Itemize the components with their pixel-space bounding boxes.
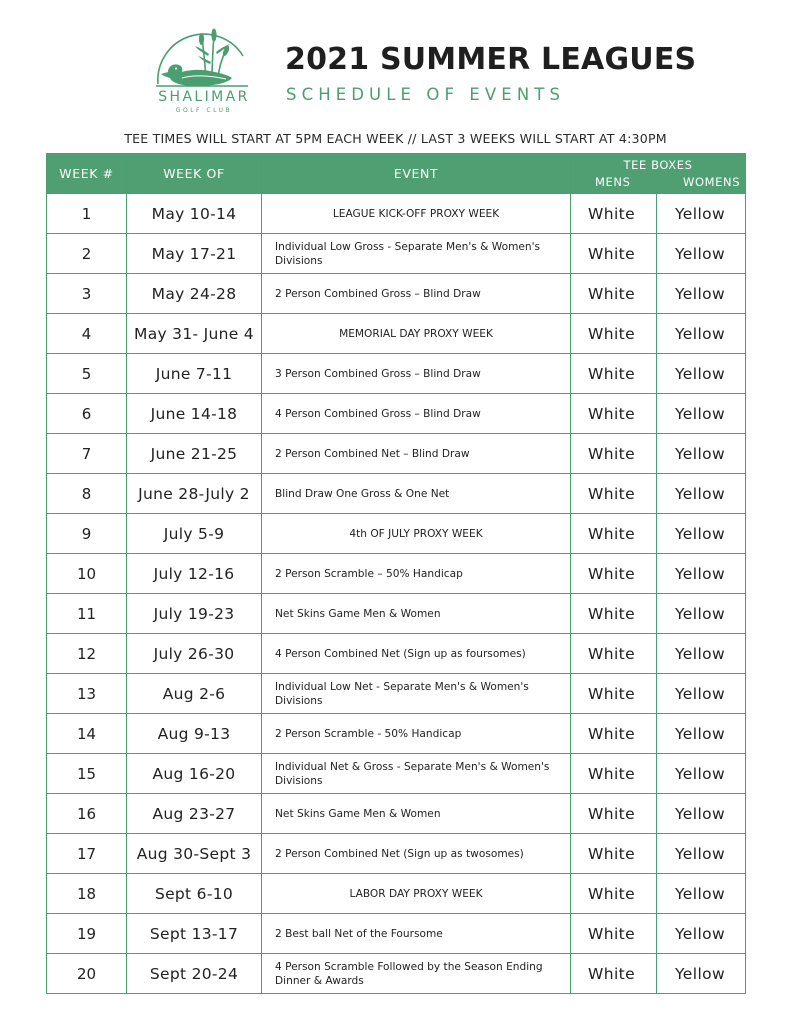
table-row bbox=[47, 514, 746, 554]
week-of-cell: July 12-16 bbox=[127, 554, 262, 594]
week-number-cell: 5 bbox=[47, 354, 127, 394]
week-of-cell: Aug 9-13 bbox=[127, 714, 262, 754]
event-cell: Individual Net & Gross - Separate Men's & Women's Divisions bbox=[262, 754, 571, 794]
week-of-cell: May 10-14 bbox=[127, 194, 262, 234]
mens-tee-cell: White bbox=[571, 194, 657, 234]
logo-name: SHALIMAR bbox=[158, 89, 250, 105]
event-cell: Net Skins Game Men & Women bbox=[262, 594, 571, 634]
table-row bbox=[47, 314, 746, 354]
mens-label: MENS bbox=[595, 175, 631, 189]
week-number-cell: 10 bbox=[47, 554, 127, 594]
week-of-cell: Sept 13-17 bbox=[127, 914, 262, 954]
table-row bbox=[47, 754, 746, 794]
week-of-cell: June 14-18 bbox=[127, 394, 262, 434]
mens-tee-cell: White bbox=[571, 714, 657, 754]
mens-tee-cell: White bbox=[571, 514, 657, 554]
week-number-cell: 3 bbox=[47, 274, 127, 314]
event-cell: Blind Draw One Gross & One Net bbox=[262, 474, 571, 514]
week-of-cell: June 7-11 bbox=[127, 354, 262, 394]
event-cell: Individual Low Gross - Separate Men's & Women's Divisions bbox=[262, 234, 571, 274]
tee-boxes-label: TEE BOXES bbox=[623, 158, 693, 172]
table-row bbox=[47, 474, 746, 514]
week-of-cell: Aug 23-27 bbox=[127, 794, 262, 834]
week-of-cell: Aug 30-Sept 3 bbox=[127, 834, 262, 874]
week-of-cell: July 5-9 bbox=[127, 514, 262, 554]
event-cell: 2 Person Combined Net (Sign up as twosomes) bbox=[262, 834, 571, 874]
page-title: 2021 SUMMER LEAGUES bbox=[285, 42, 697, 77]
event-cell: 4th OF JULY PROXY WEEK bbox=[262, 514, 571, 554]
mens-tee-cell: White bbox=[571, 474, 657, 514]
logo-subname: GOLF CLUB bbox=[175, 107, 233, 114]
schedule-table bbox=[46, 153, 746, 994]
week-number-cell: 14 bbox=[47, 714, 127, 754]
table-row bbox=[47, 394, 746, 434]
week-number-cell: 2 bbox=[47, 234, 127, 274]
table-row bbox=[47, 794, 746, 834]
mens-tee-cell: White bbox=[571, 674, 657, 714]
event-cell: LEAGUE KICK-OFF PROXY WEEK bbox=[262, 194, 571, 234]
table-row bbox=[47, 634, 746, 674]
week-number-cell: 20 bbox=[47, 954, 127, 994]
event-cell: 4 Person Scramble Followed by the Season Ending Dinner & Awards bbox=[262, 954, 571, 994]
mens-tee-cell: White bbox=[571, 634, 657, 674]
womens-tee-cell: Yellow bbox=[657, 754, 746, 794]
mens-tee-cell: White bbox=[571, 794, 657, 834]
week-number-cell: 18 bbox=[47, 874, 127, 914]
week-of-cell: July 19-23 bbox=[127, 594, 262, 634]
event-cell: 2 Person Combined Net – Blind Draw bbox=[262, 434, 571, 474]
mens-tee-cell: White bbox=[571, 274, 657, 314]
mens-tee-cell: White bbox=[571, 754, 657, 794]
womens-tee-cell: Yellow bbox=[657, 594, 746, 634]
womens-tee-cell: Yellow bbox=[657, 234, 746, 274]
table-row bbox=[47, 434, 746, 474]
womens-tee-cell: Yellow bbox=[657, 794, 746, 834]
week-number-cell: 4 bbox=[47, 314, 127, 354]
table-row bbox=[47, 714, 746, 754]
table-row bbox=[47, 874, 746, 914]
week-number-cell: 11 bbox=[47, 594, 127, 634]
womens-tee-cell: Yellow bbox=[657, 554, 746, 594]
mens-tee-cell: White bbox=[571, 234, 657, 274]
event-cell: Net Skins Game Men & Women bbox=[262, 794, 571, 834]
col-header-tee-boxes bbox=[571, 154, 746, 194]
table-row bbox=[47, 594, 746, 634]
mens-tee-cell: White bbox=[571, 314, 657, 354]
event-cell: 2 Person Scramble - 50% Handicap bbox=[262, 714, 571, 754]
col-header-event: EVENT bbox=[262, 154, 571, 194]
womens-tee-cell: Yellow bbox=[657, 874, 746, 914]
womens-tee-cell: Yellow bbox=[657, 394, 746, 434]
week-number-cell: 1 bbox=[47, 194, 127, 234]
mens-tee-cell: White bbox=[571, 434, 657, 474]
mens-tee-cell: White bbox=[571, 354, 657, 394]
womens-tee-cell: Yellow bbox=[657, 314, 746, 354]
womens-tee-cell: Yellow bbox=[657, 914, 746, 954]
col-header-week-of: WEEK OF bbox=[127, 154, 262, 194]
week-number-cell: 8 bbox=[47, 474, 127, 514]
table-row bbox=[47, 234, 746, 274]
week-number-cell: 6 bbox=[47, 394, 127, 434]
table-row bbox=[47, 274, 746, 314]
mens-tee-cell: White bbox=[571, 554, 657, 594]
table-row bbox=[47, 194, 746, 234]
week-of-cell: July 26-30 bbox=[127, 634, 262, 674]
womens-label: WOMENS bbox=[683, 175, 741, 189]
mens-tee-cell: White bbox=[571, 594, 657, 634]
shalimar-logo bbox=[148, 26, 260, 118]
week-number-cell: 7 bbox=[47, 434, 127, 474]
womens-tee-cell: Yellow bbox=[657, 274, 746, 314]
event-cell: 3 Person Combined Gross – Blind Draw bbox=[262, 354, 571, 394]
womens-tee-cell: Yellow bbox=[657, 194, 746, 234]
womens-tee-cell: Yellow bbox=[657, 954, 746, 994]
mens-tee-cell: White bbox=[571, 914, 657, 954]
womens-tee-cell: Yellow bbox=[657, 434, 746, 474]
table-row bbox=[47, 954, 746, 994]
week-of-cell: Aug 16-20 bbox=[127, 754, 262, 794]
week-of-cell: May 24-28 bbox=[127, 274, 262, 314]
week-number-cell: 16 bbox=[47, 794, 127, 834]
mens-tee-cell: White bbox=[571, 834, 657, 874]
womens-tee-cell: Yellow bbox=[657, 834, 746, 874]
week-of-cell: Aug 2-6 bbox=[127, 674, 262, 714]
table-header-row bbox=[47, 154, 746, 194]
womens-tee-cell: Yellow bbox=[657, 474, 746, 514]
womens-tee-cell: Yellow bbox=[657, 634, 746, 674]
womens-tee-cell: Yellow bbox=[657, 714, 746, 754]
col-header-week: WEEK # bbox=[47, 154, 127, 194]
week-number-cell: 17 bbox=[47, 834, 127, 874]
week-of-cell: May 17-21 bbox=[127, 234, 262, 274]
event-cell: 2 Best ball Net of the Foursome bbox=[262, 914, 571, 954]
womens-tee-cell: Yellow bbox=[657, 354, 746, 394]
week-number-cell: 12 bbox=[47, 634, 127, 674]
event-cell: LABOR DAY PROXY WEEK bbox=[262, 874, 571, 914]
event-cell: Individual Low Net - Separate Men's & Women's Divisions bbox=[262, 674, 571, 714]
table-row bbox=[47, 354, 746, 394]
table-row bbox=[47, 914, 746, 954]
week-number-cell: 15 bbox=[47, 754, 127, 794]
week-of-cell: June 21-25 bbox=[127, 434, 262, 474]
womens-tee-cell: Yellow bbox=[657, 674, 746, 714]
week-of-cell: Sept 6-10 bbox=[127, 874, 262, 914]
table-row bbox=[47, 554, 746, 594]
week-number-cell: 13 bbox=[47, 674, 127, 714]
week-number-cell: 9 bbox=[47, 514, 127, 554]
table-row bbox=[47, 674, 746, 714]
week-of-cell: May 31- June 4 bbox=[127, 314, 262, 354]
mens-tee-cell: White bbox=[571, 874, 657, 914]
page-subtitle: SCHEDULE OF EVENTS bbox=[286, 85, 566, 104]
tee-time-note: TEE TIMES WILL START AT 5PM EACH WEEK // LAST 3 WEEKS WILL START AT 4:30PM bbox=[124, 131, 667, 146]
event-cell: 2 Person Scramble – 50% Handicap bbox=[262, 554, 571, 594]
table-row bbox=[47, 834, 746, 874]
event-cell: 2 Person Combined Gross – Blind Draw bbox=[262, 274, 571, 314]
mens-tee-cell: White bbox=[571, 394, 657, 434]
event-cell: 4 Person Combined Gross – Blind Draw bbox=[262, 394, 571, 434]
week-of-cell: June 28-July 2 bbox=[127, 474, 262, 514]
mens-tee-cell: White bbox=[571, 954, 657, 994]
week-number-cell: 19 bbox=[47, 914, 127, 954]
event-cell: 4 Person Combined Net (Sign up as foursomes) bbox=[262, 634, 571, 674]
womens-tee-cell: Yellow bbox=[657, 514, 746, 554]
week-of-cell: Sept 20-24 bbox=[127, 954, 262, 994]
event-cell: MEMORIAL DAY PROXY WEEK bbox=[262, 314, 571, 354]
